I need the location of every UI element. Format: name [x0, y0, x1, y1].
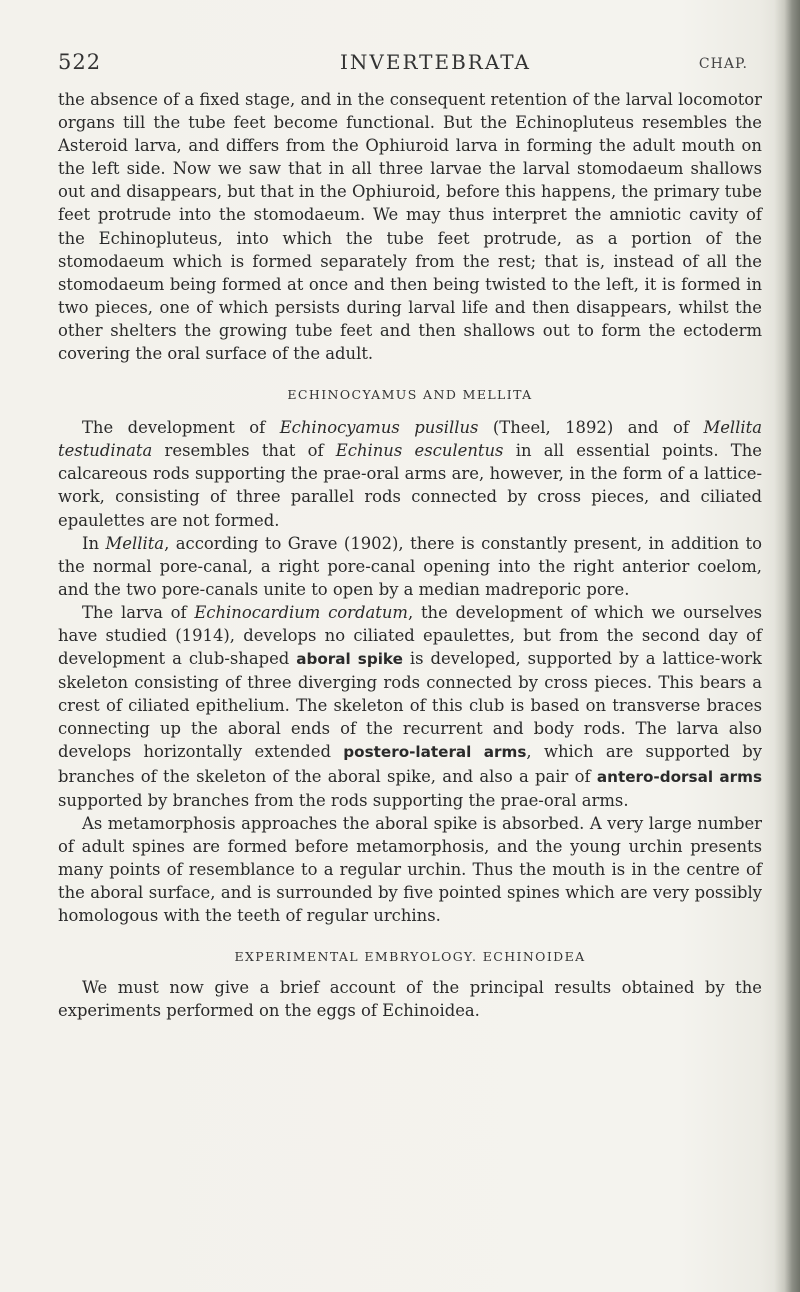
page-edge-shadow: [774, 0, 800, 1292]
species-mellita: Mellita testudinata: [58, 418, 763, 461]
paragraph-2-text: in all essential points. The calcareous rods supporting the prae-oral arms are, however, in the form of a lattice-work, consisting of three parallel rods connected by cross pieces, and ciliated epaulettes are not formed.: [58, 441, 762, 530]
paragraph-3-text: In: [82, 533, 106, 553]
chapter-label: CHAP.: [698, 56, 748, 72]
paragraph-4: [58, 601, 762, 812]
paragraph-6: We must now give a brief account of the principal results obtained by the experiments performed on the eggs of Echinoidea.: [58, 978, 762, 1021]
term-postero-lateral-arms: postero-lateral arms: [343, 743, 527, 762]
paragraph-3-text: , according to Grave (1902), there is constantly present, in addition to the normal pore-canal, a right pore-canal opening into the right anterior coelom, and the two pore-canals unite to open by a median madreporic pore.: [58, 533, 762, 599]
paragraph-2: [58, 416, 762, 531]
paragraph-4-text: supported by branches from the rods supporting the prae-oral arms.: [58, 790, 629, 810]
paragraph-2-text: (Theel, 1892) and of: [478, 418, 704, 438]
paragraph-5: As metamorphosis approaches the aboral spike is absorbed. A very large number of adult spines are formed before metamorphosis, and the young urchin presents many points of resemblance to a regular urchin. Thus the mouth is in the centre of the aboral surface, and is surrounded by five pointed spines which are very possibly homologous with the teeth of regular urchins.: [58, 813, 762, 926]
paragraph-3: [58, 532, 762, 601]
page-number: 522: [58, 50, 102, 74]
paragraph-1: the absence of a fixed stage, and in the consequent retention of the larval locomotor organs till the tube feet become functional. But the Echinopluteus resembles the Asteroid larva, and differs from the Ophiuroid larva in forming the adult mouth on the left side. Now we saw that in all three larvae the larval stomodaeum shallows out and disappears, but that in the Ophiuroid, before this happens, the primary tube feet protrude into the stomodaeum. We may thus interpret the amniotic cavity of the Echinopluteus, into which the tube feet protrude, as a portion of the stomodaeum which is formed separately from the rest; that is, instead of all the stomodaeum being formed at once and then being twisted to the left, it is formed in two pieces, one of which persists during larval life and then disappears, whilst the other shelters the growing tube feet and then shallows out to form the ectoderm covering the oral surface of the adult.: [58, 90, 762, 364]
paragraph-4-text: , which are supported by branches of the skeleton of the aboral spike, and also a pair of: [58, 742, 762, 786]
species-echinus: Echinus esculentus: [335, 441, 504, 461]
page-header: [58, 50, 748, 80]
paragraph-4-text: is developed, supported by a lattice-work skeleton consisting of three diverging rods connected by cross pieces. This bears a crest of ciliated epithelium. The skeleton of this club is based on transverse braces connecting up the aboral ends of the recurrent and body rods. The larva also develops horizontally extended: [58, 649, 762, 762]
genus-mellita: Mellita: [105, 533, 165, 553]
paragraph-2-text: resembles that of: [152, 441, 336, 461]
term-antero-dorsal-arms: antero-dorsal arms: [596, 767, 762, 786]
species-echinocyamus: Echinocyamus pusillus: [279, 418, 479, 438]
running-title: INVERTEBRATA: [340, 50, 531, 74]
body-text: [58, 88, 762, 1022]
paragraph-4-text: The larva of: [82, 602, 195, 622]
paragraph-4-text: , the development of which we ourselves have studied (1914), develops no ciliated epaulettes, but from the second day of development a club-shaped: [58, 602, 763, 669]
term-aboral-spike: aboral spike: [296, 650, 403, 669]
paragraph-2-text: The development of: [82, 418, 280, 438]
section-heading-experimental: EXPERIMENTAL EMBRYOLOGY. ECHINOIDEA: [234, 949, 586, 965]
species-echinocardium: Echinocardium cordatum: [194, 602, 408, 622]
section-heading-echinocyamus: ECHINOCYAMUS AND MELLITA: [287, 387, 533, 403]
